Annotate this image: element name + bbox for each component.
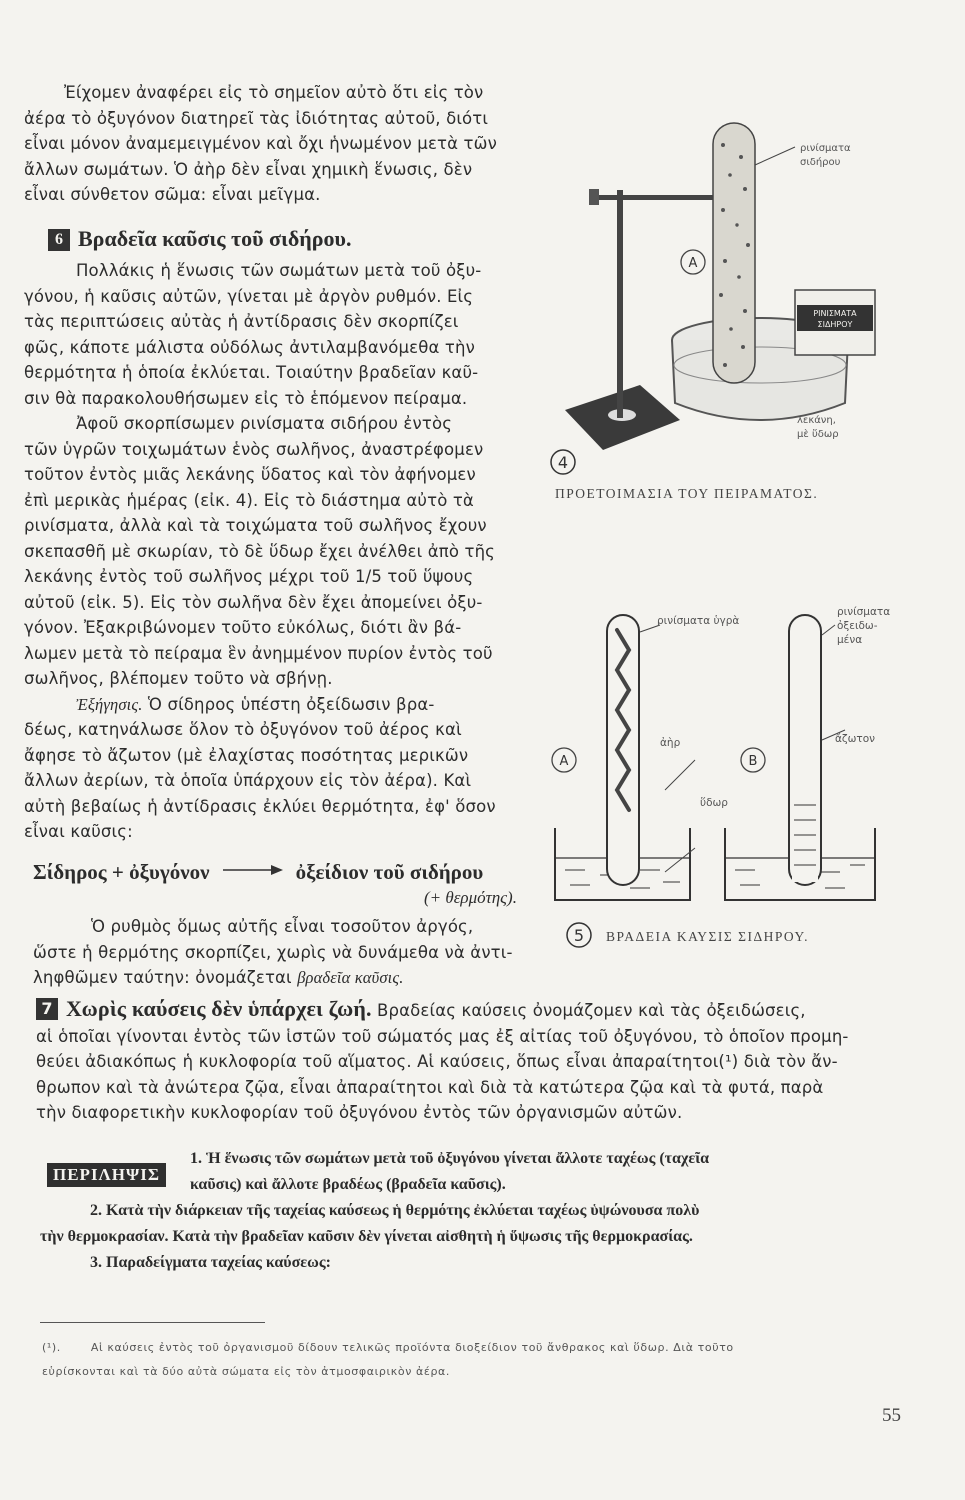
summary-block (40, 1146, 940, 1276)
body-line: σκεπασθῆ μὲ σκωρίαν, τὸ δὲ ὕδωρ ἔχει ἀνέλθει ἀπὸ τῆς (24, 541, 496, 561)
body-line: τοῦτον ἐντὸς μιᾶς λεκάνης ὕδατος καὶ τὸν ἀφήνομεν (24, 465, 476, 484)
section-7-first-text: Βραδείας καύσεις ὀνομάζομεν καὶ τὰς ὀξειδώσεις, (371, 1001, 806, 1020)
footnote (42, 1336, 942, 1384)
figure-5-caption: ΒΡΑΔΕΙΑ ΚΑΥΣΙΣ ΣΙΔΗΡΟΥ. (606, 929, 809, 944)
footnote-text-1: Αἱ καύσεις ἐντὸς τοῦ ὀργανισμοῦ δίδουν τελικῶς προϊόντα διοξείδιον τοῦ ἄνθρακος καὶ ὕδωρ. Διὰ τοῦτο (90, 1341, 734, 1354)
section-7 (36, 996, 948, 1126)
explanation-line: αὐτὴ βεβαίως ἡ ἀντίδρασις ἐκλύει θερμότητα, ἐφ' ὅσον (24, 796, 496, 816)
equation-reactants: Σίδηρος + ὀξυγόνον (33, 860, 210, 884)
body-line: τῶν ὑγρῶν τοιχωμάτων ἑνὸς σωλῆνος, ἀναστρέφομεν (24, 439, 484, 459)
summary-item-1: 1. Ἡ ἕνωσις τῶν σωμάτων μετὰ τοῦ ὀξυγόνου γίνεται ἄλλοτε ταχέως (ταχεῖα (190, 1150, 710, 1167)
body-line: ρινίσματα, ἀλλὰ καὶ τὰ τοιχώματα τοῦ σωλῆνος ἔχουν (24, 516, 487, 535)
label-filings-2: σιδήρου (800, 157, 841, 168)
footnote-marker: (¹). (42, 1341, 61, 1354)
body-line (33, 965, 543, 991)
body-line: ἐπὶ μερικὰς ἡμέρας (εἰκ. 4). Εἰς τὸ διάστημα αὐτὸ τὰ (24, 490, 474, 510)
section-number-badge: 6 (48, 229, 70, 251)
intro-paragraph (24, 80, 534, 208)
footnote-rule (40, 1322, 265, 1323)
clamp-arm (593, 195, 723, 200)
body-line: γόνον. Ἐξακριβώνομεν τοῦτο εὐκόλως, διότι ἂν βά- (24, 618, 462, 637)
summary-item-1-cont: καῦσις) καὶ ἄλλοτε βραδέως (βραδεῖα καῦσις). (190, 1176, 506, 1193)
intro-line: Ἐίχομεν ἀναφέρει εἰς τὸ σημεῖον αὐτὸ ὅτι εἰς τὸν (64, 83, 484, 102)
arrow-icon (221, 863, 285, 877)
figure-5-illustration (545, 600, 945, 940)
stand-rod (617, 190, 623, 418)
body-line: τὰς περιπτώσεις αὐτὰς ἡ ἀντίδρασις δὲν σκορπίζει (24, 312, 459, 331)
explanation-label: Ἐξήγησις. (76, 694, 143, 714)
body-line: φῶς, κάποτε μάλιστα οὐδόλως ἀντιλαμβανόμεθα τὴν (24, 337, 475, 357)
label-air: ἀὴρ (660, 737, 681, 749)
label-wet-filings: ρινίσματα ὑγρὰ (657, 615, 740, 627)
body-line: τὴν διαφορετικὴν κυκλοφορίαν τοῦ ὀξυγόνου ἐντὸς τῶν ὀργανισμῶν αὐτῶν. (36, 1103, 683, 1122)
figure-4-caption: ΠΡΟΕΤΟΙΜΑΣΙΑ ΤΟΥ ΠΕΙΡΑΜΑΤΟΣ. (555, 486, 819, 501)
body-line: λωμεν μετὰ τὸ πείραμα ἓν ἀνημμένον πυρίον ἐντὸς τοῦ (24, 643, 493, 663)
explanation-line: δέως, κατηνάλωσε ὅλον τὸ ὀξυγόνον τοῦ ἀέρος καὶ (24, 720, 462, 739)
section-7-title: Χωρὶς καύσεις δὲν ὑπάρχει ζωή. (66, 996, 372, 1021)
body-line: Πολλάκις ἡ ἕνωσις τῶν σωμάτων μετὰ τοῦ ὀξυ- (76, 261, 482, 280)
summary-item-2: 2. Κατὰ τὴν διάρκειαν τῆς ταχείας καύσεως ἡ θερμότης ἐκλύεται ταχέως ὑψώνουσα πολὺ (90, 1202, 700, 1219)
box-label-2: ΣΙΔΗΡΟΥ (817, 320, 853, 329)
footnote-line-1 (42, 1336, 942, 1360)
box-label-1: ΡΙΝΙΣΜΑΤΑ (813, 309, 857, 318)
label-oxidized-3: μένα (837, 634, 863, 646)
label-filings-1: ρινίσματα (800, 143, 851, 154)
body-line: Ἀφοῦ σκορπίσωμεν ρινίσματα σιδήρου ἐντὸς (76, 414, 453, 433)
body-line: σωλῆνος, βλέπομεν τοῦτο νὰ σβήνῃ. (24, 669, 333, 688)
summary-badge-text: ΠΕΡΙΛΗΨΙΣ (53, 1165, 160, 1184)
body-line: αἱ ὁποῖαι γίνονται ἐντὸς τῶν ἱστῶν τοῦ σώματός μας ἐξ αἰτίας τοῦ ὀξυγόνου, τὸ ὁποῖον προμη- (36, 1026, 849, 1046)
label-nitrogen: ἄζωτον (835, 733, 876, 745)
intro-line: εἶναι μόνον ἀναμεμειγμένον καὶ ὄχι ἡνωμένον μετὰ τῶν (24, 134, 497, 153)
label-basin-1: λεκάνη, (797, 415, 836, 426)
summary-item-2-cont: τὴν θερμοκρασίαν. Κατὰ τὴν βραδεῖαν καῦσιν δὲν γίνεται αἰσθητὴ ἡ ὕψωσις τῆς θερμοκρασίας. (40, 1228, 693, 1245)
intro-line: εἶναι σύνθετον σῶμα: εἶναι μεῖγμα. (24, 185, 321, 204)
slow-combustion-term: βραδεῖα καῦσις. (297, 968, 404, 987)
explanation-text: Ὁ σίδηρος ὑπέστη ὀξείδωσιν βρα- (142, 694, 435, 714)
figure-4-number: 4 (557, 453, 569, 472)
last-line-text: ληφθῶμεν ταύτην: ὀνομάζεται (33, 968, 298, 987)
explanation-line (24, 692, 539, 718)
figure-5-label-b: B (748, 754, 758, 769)
footnote-line-2: εὑρίσκονται καὶ τὰ δύο αὐτὰ σώματα εἰς τὸν ἀτμοσφαιρικὸν ἀέρα. (42, 1365, 450, 1378)
section-number-badge: 7 (36, 998, 58, 1020)
equation-product: ὀξείδιον τοῦ σιδήρου (295, 860, 484, 884)
section-6-body (24, 258, 539, 845)
section-6-title: Βραδεῖα καῦσις τοῦ σιδήρου. (78, 226, 352, 251)
figure-5-label-a: A (559, 754, 569, 769)
section-6-heading (48, 226, 351, 252)
summary-item-3: 3. Παραδείγματα ταχείας καύσεως: (90, 1254, 331, 1271)
intro-line: ἄλλων σωμάτων. Ὁ ἀὴρ δὲν εἶναι χημικὴ ἕνωσις, δὲν (24, 159, 473, 179)
body-line: σιν θὰ παρακολουθήσωμεν εἰς τὸ ἑπόμενον πείραμα. (24, 388, 468, 408)
body-line: λεκάνης ἐντὸς τοῦ σωλῆνος μέχρι τοῦ 1/5 τοῦ ὕψους (24, 567, 474, 586)
after-equation-text (33, 914, 543, 991)
equation-note: (+ θερμότης). (424, 888, 517, 907)
test-tube (713, 123, 755, 383)
body-line: αὐτοῦ (εἰκ. 5). Εἰς τὸν σωλῆνα δὲν ἔχει ἀπομείνει ὀξυ- (24, 592, 483, 612)
body-line: Ὁ ρυθμὸς ὅμως αὐτῆς εἶναι τοσοῦτον ἀργός, (91, 917, 474, 936)
page-number: 55 (882, 1405, 901, 1426)
tube-a (607, 615, 639, 885)
explanation-line: ἄλλων ἀερίων, τὰ ὁποῖα ὑπάρχουν εἰς τὸν ἀέρα). Καὶ (24, 771, 472, 790)
figure-4-illustration (545, 85, 945, 475)
label-basin-2: μὲ ὕδωρ (797, 429, 839, 440)
figure-5-number: 5 (573, 926, 585, 945)
explanation-line: εἶναι καῦσις: (24, 822, 133, 841)
body-line: θερμότητα ἡ ὁποία ἐκλύεται. Τοιαύτην βραδεῖαν καῦ- (24, 363, 479, 382)
intro-line: ἀέρα τὸ ὀξυγόνον διατηρεῖ τὰς ἰδιότητας αὐτοῦ, διότι (24, 108, 489, 128)
explanation-line: ἄφησε τὸ ἄζωτον (μὲ ἐλαχίστας ποσότητας μερικῶν (24, 745, 469, 765)
figure-4-label-a: A (688, 256, 698, 271)
body-line: ὥστε ἡ θερμότης σκορπίζει, χωρὶς νὰ δυνάμεθα νὰ ἀντι- (33, 942, 513, 962)
label-oxidized-1: ρινίσματα (837, 606, 891, 618)
body-line: θεύει ἀδιακόπως ἡ κυκλοφορία τοῦ αἵματος. Αἱ καύσεις, ὅπως εἶναι ἀπαραίτητοι(¹) διὰ τὸν ἄν- (36, 1052, 838, 1071)
body-line: θρωπον καὶ τὰ ἀνώτερα ζῷα, εἶναι ἀπαραίτητοι καὶ διὰ τὰ κατώτερα ζῷα καὶ τὰ φυτά, παρὰ (36, 1077, 824, 1097)
section-7-first-line (36, 996, 948, 1024)
label-water: ὕδωρ (700, 797, 728, 809)
reaction-equation (33, 860, 533, 885)
label-oxidized-2: ὀξειδω- (837, 620, 878, 632)
figure-5-number-badge (564, 920, 594, 950)
body-line: γόνου, ἡ καῦσις αὐτῶν, γίνεται μὲ ἀργὸν ρυθμόν. Εἰς (24, 286, 474, 306)
